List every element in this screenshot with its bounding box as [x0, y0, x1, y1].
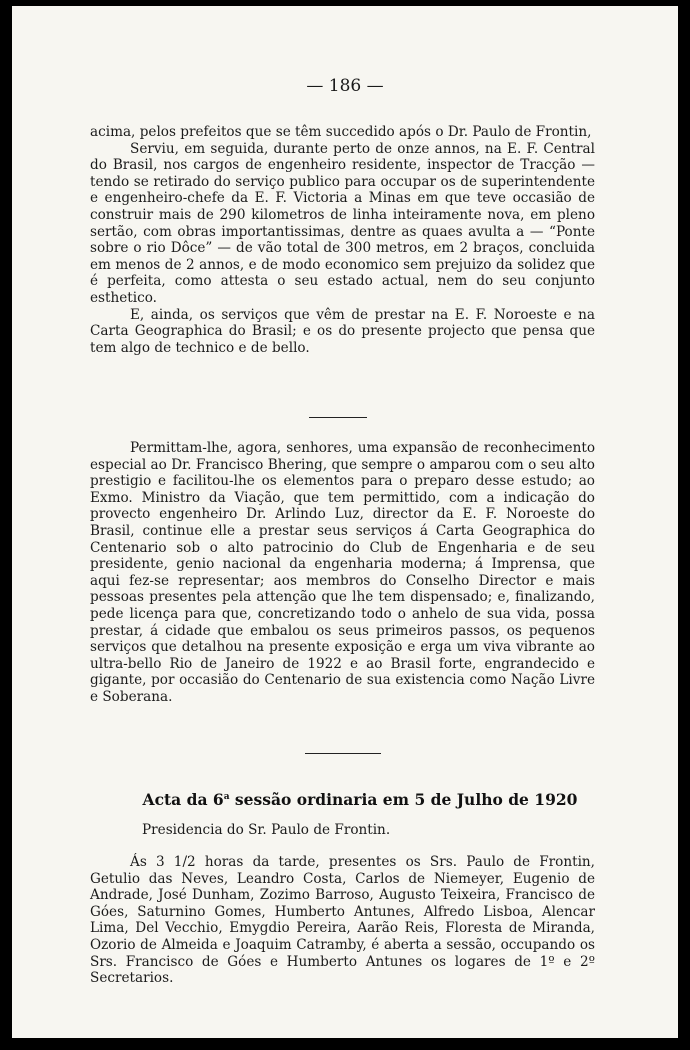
- paragraph-acknowledgements: Permittam-lhe, agora, senhores, uma expansão de reconhecimento especial ao Dr. Francisco Bhering, que sempre o amparou com o seu alto prestigio e facilitou-lhe os elementos para o preparo desse estudo; ao Exmo. Ministro da Viação, que tem permittido, com a indicação do provecto engenheiro Dr. Arlindo Luz, director da E. F. Noroeste do Brasil, continue elle a prestar seus serviços á Carta Geographica do Centenario sob o alto patrocinio do Club de Engenharia e de seu presidente, genio nacional da engenharia moderna; á Imprensa, que aqui fez-se representar; aos membros do Conselho Director e mais pessoas presentes pela attenção que lhe tem dispensado; e, finalizando, pede licença para que, concretizando todo o anhelo de sua vida, possa prestar, á cidade que embalou os seus primeiros passos, os pequenos serviços que detalhou na presente exposição e erga um viva vibrante ao ultra-bello Rio de Janeiro de 1922 e ao Brasil forte, engrandecido e gigante, por occasião do Centenario de sua existencia como Nação Livre e Soberana.: [90, 440, 595, 705]
- section-divider: [305, 753, 381, 754]
- paragraph-continuation: acima, pelos prefeitos que se têm succedido após o Dr. Paulo de Frontin,: [90, 124, 592, 140]
- text-block-1: [90, 124, 595, 356]
- paragraph-services: E, ainda, os serviços que vêm de prestar na E. F. Noroeste e na Carta Geographica do Brasil; e os do presente projecto que pensa que tem algo de technico e de bello.: [90, 306, 595, 356]
- text-block-2: [90, 440, 595, 706]
- paragraph-session-opening: Ás 3 1/2 horas da tarde, presentes os Srs. Paulo de Frontin, Getulio das Neves, Leandro Costa, Carlos de Niemeyer, Eugenio de Andrade, José Dunham, Zozimo Barroso, Augusto Teixeira, Francisco de Góes, Saturnino Gomes, Humberto Antunes, Alfredo Lisboa, Alencar Lima, Del Vecchio, Emygdio Pereira, Aarão Reis, Floresta de Miranda, Ozorio de Almeida e Joaquim Catramby, é aberta a sessão, occupando os Srs. Francisco de Góes e Humberto Antunes os logares de 1º e 2º Secretarios.: [90, 854, 595, 987]
- document-page: [12, 6, 678, 1038]
- paragraph-served: Serviu, em seguida, durante perto de onze annos, na E. F. Central do Brasil, nos cargos de engenheiro residente, inspector de Tracção — tendo se retirado do serviço publico para occupar os de superintendente e engenheiro-chefe da E. F. Victoria a Minas em que teve occasião de construir mais de 290 kilometros de linha inteiramente nova, em pleno sertão, com obras importantissimas, dentre as quaes avulta a — “Ponte sobre o rio Dôce” — de vão total de 300 metros, em 2 braços, concluida em menos de 2 annos, e de modo economico sem prejuizo da solidez que é perfeita, como attesta o seu estado actual, nem do seu conjunto esthetico.: [90, 140, 595, 306]
- text-block-3: [90, 854, 595, 987]
- page-number: — 186 —: [306, 76, 384, 96]
- short-divider: [309, 417, 367, 418]
- presidency-line: Presidencia do Sr. Paulo de Frontin.: [142, 822, 391, 838]
- session-title: Acta da 6$^a$ sessão ordinaria em 5 de Julho de 1920: [142, 790, 578, 809]
